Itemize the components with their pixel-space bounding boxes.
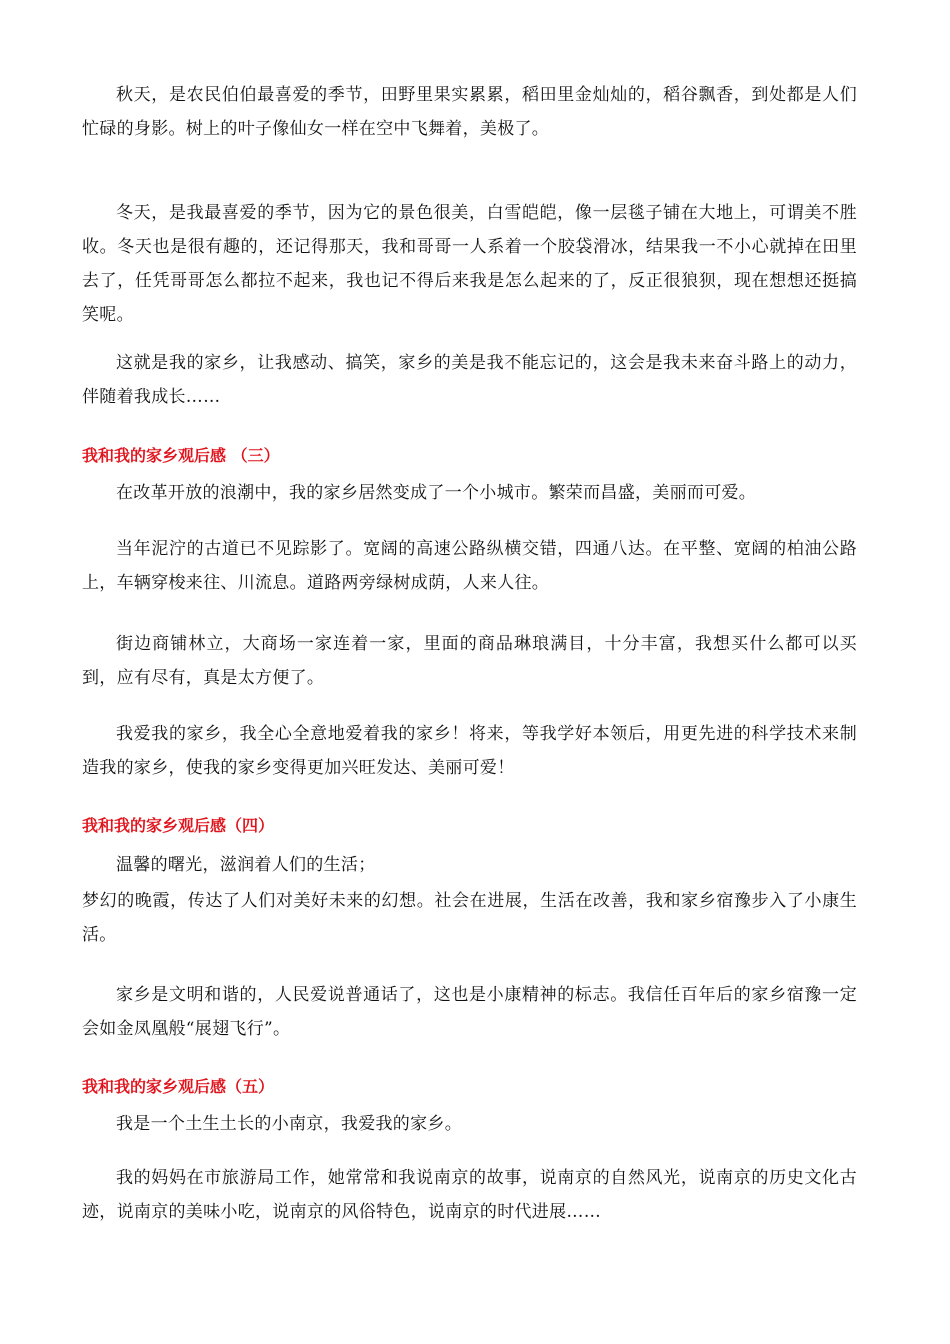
paragraph-roads: 当年泥泞的古道已不见踪影了。宽阔的高速公路纵横交错，四通八达。在平整、宽阔的柏油公路上，车辆穿梭来往、川流息。道路两旁绿树成荫，人来人往。: [82, 539, 857, 593]
paragraph-nanjing-native: 我是一个土生土长的小南京，我爱我的家乡。: [116, 1114, 462, 1134]
paragraph-love-hometown: 我爱我的家乡，我全心全意地爱着我的家乡！将来，等我学好本领后，用更先进的科学技术来制造我的家乡，使我的家乡变得更加兴旺发达、美丽可爱！: [82, 724, 857, 778]
paragraph-reform: 在改革开放的浪潮中，我的家乡居然变成了一个小城市。繁荣而昌盛，美丽而可爱。: [116, 483, 757, 503]
section-heading-four: 我和我的家乡观后感（四）: [82, 816, 275, 835]
paragraph-shops: 街边商铺林立，大商场一家连着一家，里面的商品琳琅满目，十分丰富，我想买什么都可以买到，应有尽有，真是太方便了。: [82, 634, 857, 688]
paragraph-civilized: 家乡是文明和谐的，人民爱说普通话了，这也是小康精神的标志。我信任百年后的家乡宿豫一定会如金凤凰般“展翅飞行”。: [82, 985, 857, 1039]
paragraph-hometown-summary: 这就是我的家乡，让我感动、搞笑，家乡的美是我不能忘记的，这会是我未来奋斗路上的动力，伴随着我成长……: [82, 353, 857, 407]
paragraph-winter: 冬天，是我最喜爱的季节，因为它的景色很美，白雪皑皑，像一层毯子铺在大地上，可谓美不胜收。冬天也是很有趣的，还记得那天，我和哥哥一人系着一个胶袋滑冰，结果我一不小心就掉在田里去了，任凭哥哥怎么都拉不起来，我也记不得后来我是怎么起来的了，反正很狼狈，现在想想还挺搞笑呢。: [82, 203, 857, 325]
paragraph-dawn: 温馨的曙光，滋润着人们的生活；: [116, 855, 376, 875]
paragraph-mother-stories: 我的妈妈在市旅游局工作，她常常和我说南京的故事，说南京的自然风光，说南京的历史文化古迹，说南京的美味小吃，说南京的风俗特色，说南京的时代进展……: [82, 1168, 857, 1222]
paragraph-autumn: 秋天，是农民伯伯最喜爱的季节，田野里果实累累，稻田里金灿灿的，稻谷飘香，到处都是人们忙碌的身影。树上的叶子像仙女一样在空中飞舞着，美极了。: [82, 85, 857, 139]
paragraph-sunset: 梦幻的晚霞，传达了人们对美好未来的幻想。社会在进展，生活在改善，我和家乡宿豫步入了小康生活。: [82, 891, 857, 945]
section-heading-five: 我和我的家乡观后感（五）: [82, 1077, 275, 1096]
section-heading-three: 我和我的家乡观后感 （三）: [82, 446, 280, 465]
